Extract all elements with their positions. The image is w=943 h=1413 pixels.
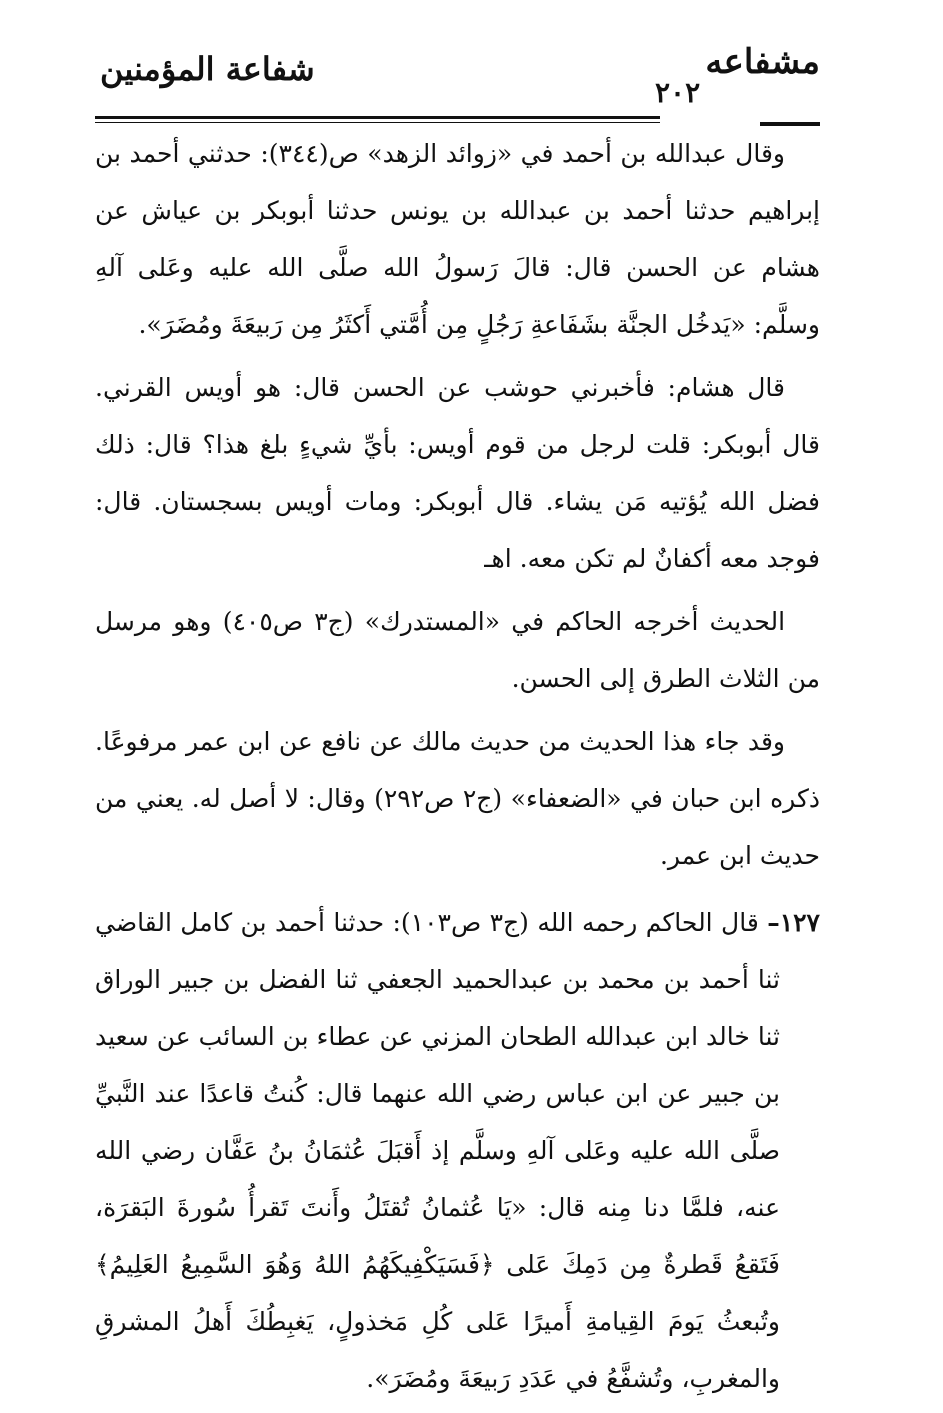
hadith-number: ١٢٧– [767, 908, 820, 937]
paragraph-1: وقال عبدالله بن أحمد في «زوائد الزهد» ص(٣٤٤): حدثني أحمد بن إبراهيم حدثنا أحمد بن عبدالله بن يونس حدثنا أبوبكر بن عياش عن هشام عن الحسن قال: قالَ رَسولُ الله صلَّى الله عليه وعَلى آلهِ وسلَّم: «يَدخُل الجنَّة بشَفَاعةِ رَجُلٍ مِن أُمَّتي أَكثَرُ مِن رَبيعَةَ ومُضَرَ». [95, 139, 820, 339]
paragraph-3: الحديث أخرجه الحاكم في «المستدرك» (ج٣ ص٤٠٥) وهو مرسل من الثلاث الطرق إلى الحسن. [95, 607, 820, 693]
header-rule [95, 116, 660, 119]
page-number: ٢٠٢ [655, 76, 701, 109]
paragraph-2: قال هشام: فأخبرني حوشب عن الحسن قال: هو أويس القرني. قال أبوبكر: قلت لرجل من قوم أويس: بأيِّ شيءٍ بلغ هذا؟ قال: ذلك فضل الله يُؤتيه مَن يشاء. قال أبوبكر: ومات أويس بسجستان. قال: فوجد معه أكفانٌ لم تكن معه. اهـ [95, 373, 820, 573]
hadith-text: قال الحاكم رحمه الله (ج٣ ص١٠٣): حدثنا أحمد بن كامل القاضي ثنا أحمد بن محمد بن عبدالحميد الجعفي ثنا الفضل بن جبير الوراق ثنا خالد ابن عبدالله الطحان المزني عن عطاء بن السائب عن سعيد بن جبير عن ابن عباس رضي الله عنهما قال: كُنتُ قاعدًا عند النَّبيِّ صلَّى الله عليه وعَلى آلهِ وسلَّم إذ أَقبَلَ عُثمَانُ بنُ عَفَّان رضي الله عنه، فلمَّا دنا مِنه قال: «يَا عُثمانُ تُقتَلُ وأَنتَ تَقرأُ سُورةَ البَقرَة، فَتَقعُ قَطرةٌ مِن دَمِكَ عَلى ﴿فَسَيَكْفِيكَهُمُ اللهُ وَهُوَ السَّمِيعُ العَلِيمُ﴾ وتُبعثُ يَومَ القِيامةِ أَميرًا عَلى كُلِ مَخذولٍ، يَغبِطُكَ أَهلُ المشرقِ والمغربِ، وتُشفَّعُ في عَدَدِ رَبيعَةَ ومُضَرَ». [95, 908, 780, 1393]
body-text [95, 125, 820, 1413]
hadith-127 [95, 894, 820, 1407]
paragraph-4: وقد جاء هذا الحديث من حديث مالك عن نافع عن ابن عمر مرفوعًا. ذكره ابن حبان في «الضعفاء» (ج٢ ص٢٩٢) وقال: لا أصل له. يعني من حديث ابن عمر. [95, 727, 820, 870]
page-header [90, 30, 830, 110]
book-title: شفاعة المؤمنين [100, 50, 315, 88]
header-decoration: مشفاعه [705, 42, 820, 82]
header-rule-thin [95, 122, 660, 123]
